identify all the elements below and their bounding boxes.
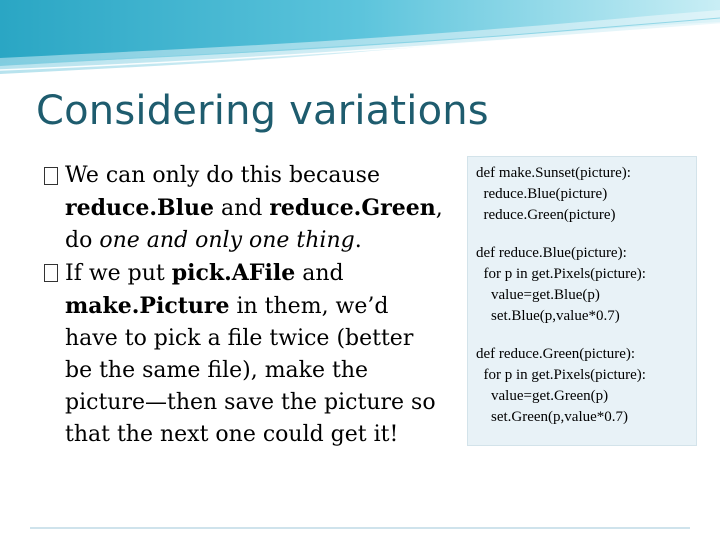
bullet-text-segment: If we put <box>65 261 172 286</box>
code-line: set.Blue(p,value*0.7) <box>476 308 620 324</box>
code-line: reduce.Blue(picture) <box>476 186 608 202</box>
missing-glyph-box-icon <box>44 167 58 185</box>
code-line: value=get.Green(p) <box>476 388 609 404</box>
code-line: for p in get.Pixels(picture): <box>476 367 646 383</box>
bullet-text-segment: , <box>435 196 443 221</box>
bullet-text-segment: in them, we’d <box>229 294 389 319</box>
bullet-text-segment: have to pick a file twice (better <box>65 326 414 351</box>
slide-title: Considering variations <box>36 88 489 134</box>
bullet-text-segment: reduce.Blue <box>65 195 214 221</box>
bullet-line <box>65 160 454 192</box>
code-line: def reduce.Blue(picture): <box>476 245 627 261</box>
code-line: reduce.Green(picture) <box>476 207 616 223</box>
code-block-gap <box>476 226 696 243</box>
bullet-line <box>65 225 454 257</box>
bullet-text-segment: make.Picture <box>65 293 230 319</box>
code-block-gap <box>476 327 696 344</box>
bullet-text-segment: that the next one could get it! <box>65 422 399 447</box>
bullet-list <box>44 160 454 451</box>
bullet-text-segment: We can only do this because <box>65 163 380 188</box>
bullet-text-segment: picture—then save the picture so <box>65 390 436 415</box>
bullet-line <box>65 387 454 419</box>
code-line: for p in get.Pixels(picture): <box>476 266 646 282</box>
bullet-item <box>44 160 454 257</box>
bullet-line <box>65 257 454 290</box>
bullet-text-segment: be the same file), make the <box>65 358 369 383</box>
bullet-item <box>44 257 454 451</box>
bullet-line <box>65 355 454 387</box>
code-line: def reduce.Green(picture): <box>476 346 636 362</box>
bullet-line <box>65 192 454 225</box>
code-line: set.Green(p,value*0.7) <box>476 409 629 425</box>
bullet-text-segment: one and only one thing <box>99 228 355 253</box>
bullet-line <box>65 290 454 323</box>
bullet-line <box>65 419 454 451</box>
code-line: value=get.Blue(p) <box>476 287 600 303</box>
bullet-line <box>65 323 454 355</box>
bullet-text-segment: . <box>354 228 362 253</box>
bullet-text-segment: and <box>213 196 270 221</box>
code-panel <box>467 156 697 446</box>
bullet-text-segment: reduce.Green <box>269 195 436 221</box>
code-line: def make.Sunset(picture): <box>476 165 631 181</box>
footer-divider <box>30 527 690 529</box>
bullet-text-segment: do <box>65 228 100 253</box>
missing-glyph-box-icon <box>44 264 58 282</box>
bullet-text-segment: pick.AFile <box>171 260 296 286</box>
decorative-wave-banner <box>0 0 720 80</box>
bullet-text-segment: and <box>295 261 344 286</box>
